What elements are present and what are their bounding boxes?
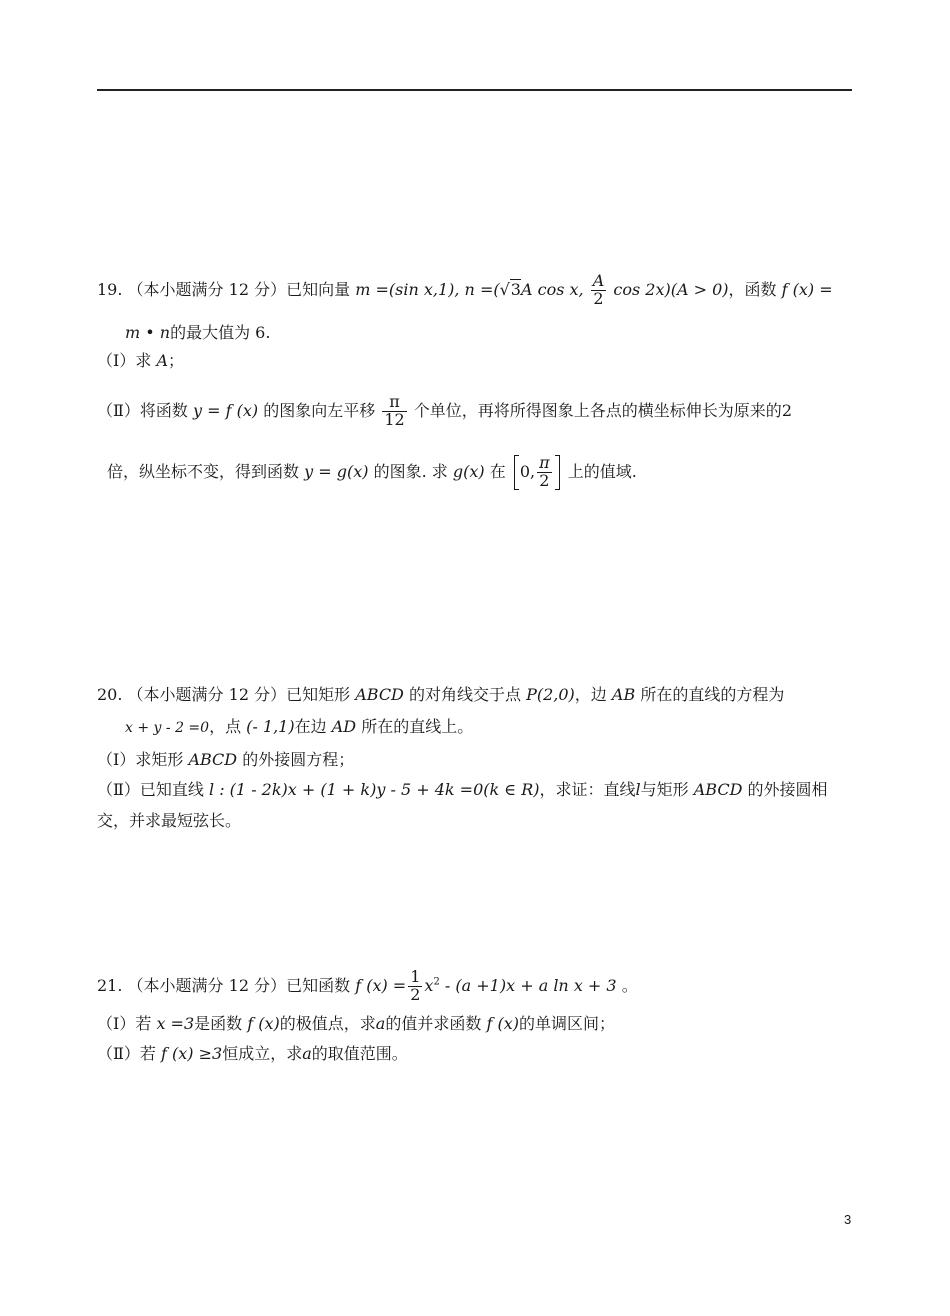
frac-denominator: 2 [539, 470, 550, 490]
q19-part2-text-d: 倍，纵坐标不变，得到函数 [107, 461, 300, 481]
q19-part2-line1 [97, 394, 792, 429]
q21-points: （本小题满分 12 分） [127, 975, 287, 995]
q20-part2-text-d: 的外接圆相 [747, 780, 828, 799]
q20-text-e: ，点 [209, 717, 242, 736]
frac-denominator: 12 [384, 409, 405, 429]
q21-text-a: 已知函数 [286, 975, 351, 995]
q21-f-superscript: 2 [433, 976, 440, 988]
q19-fraction-A-over-2 [591, 273, 607, 308]
q20-side-AD: AD [331, 717, 357, 736]
q20-part1-rect: ABCD [188, 750, 238, 769]
page-number: 3 [844, 1212, 852, 1227]
frac-numerator: A [592, 271, 605, 290]
q19-interval [514, 455, 560, 490]
q21-f-rhs-x: x [424, 975, 434, 995]
q21-part1-f: f (x) [247, 1014, 280, 1033]
q21-text-end: 。 [616, 975, 638, 995]
q19-part2-text-f: 在 [489, 461, 506, 481]
sqrt-icon: √ [499, 279, 510, 299]
q19-part1-text: 求 [135, 351, 152, 370]
q20-line2 [125, 716, 473, 739]
q19-fraction-pi-over-12 [382, 394, 406, 429]
q21-part2-text-c: 的取值范围。 [311, 1044, 408, 1063]
q21-f-lhs: f (x) = [355, 975, 407, 995]
q19-part2-factor: 2 [781, 400, 792, 420]
q19-part2-text-a: 将函数 [139, 400, 188, 420]
q20-text-a: 已知矩形 [286, 685, 351, 704]
q19-line2 [125, 322, 270, 344]
q21-part1-text-d: 的值并求函数 [385, 1014, 482, 1033]
q21-fraction-one-half [408, 969, 422, 1004]
q20-rect: ABCD [355, 685, 404, 704]
q19-part2-text-b: 的图象向左平移 [263, 400, 376, 420]
q19-points: （本小题满分 12 分） [127, 279, 287, 299]
q21-part1 [97, 1013, 615, 1035]
q20-part2-text-c: 与矩形 [640, 780, 689, 799]
q20-line-equation: x + y - 2 =0 [125, 720, 210, 736]
q19-max-value-text: 的最大值为 6. [170, 323, 271, 342]
q20-text-c: ，边 [574, 685, 607, 704]
q20-text-d: 所在的直线的方程为 [640, 685, 785, 704]
q19-line1 [97, 273, 833, 308]
q21-line1 [97, 969, 638, 1004]
q19-m-vector: m =(sin x,1), [355, 279, 460, 299]
q21-part2-text-b: 恒成立，求 [222, 1044, 303, 1063]
q21-part2-inequality: f (x) ≥3 [161, 1044, 223, 1063]
q20-point: (- 1,1) [246, 717, 295, 736]
q21-part1-f2: f (x) [486, 1014, 519, 1033]
q20-part1-text-a: 求矩形 [135, 750, 184, 769]
q20-part2-equation: l : (1 - 2k)x + (1 + k)y - 5 + 4k =0(k ∈ R) [209, 780, 540, 799]
q21-f-rhs: - (a +1)x + a ln x + 3 [439, 975, 617, 995]
q19-sqrt-arg: 3 [510, 279, 521, 299]
q19-dot-product: m • n [125, 323, 171, 342]
q19-part2-label: （Ⅱ） [97, 400, 140, 420]
q20-part1-text-b: 的外接圆方程； [242, 750, 355, 769]
q20-text-b: 的对角线交于点 [408, 685, 521, 704]
q21-part1-equation: x =3 [156, 1014, 195, 1033]
q20-part1-label: （Ⅰ） [97, 750, 136, 769]
q19-part2-expr3: g(x) [452, 461, 485, 481]
q21-part1-text-e: 的单调区间； [518, 1014, 615, 1033]
q20-text-g: 所在的直线上。 [361, 717, 474, 736]
interval-start: 0, [519, 461, 536, 481]
frac-denominator: 2 [593, 288, 604, 308]
q20-part2-text-e: 交，并求最短弦长。 [97, 811, 242, 830]
q20-part2-text-a: 已知直线 [139, 780, 204, 799]
q21-part2 [97, 1043, 408, 1065]
q21-part1-text-b: 是函数 [194, 1014, 243, 1033]
q19-part2-text-e: 的图象. 求 [373, 461, 448, 481]
q21-part1-label: （Ⅰ） [97, 1014, 136, 1033]
q19-part1 [97, 350, 184, 372]
interval-fraction [537, 455, 552, 490]
q20-line1 [97, 684, 784, 706]
q20-part2-text-b: ，求证：直线 [539, 780, 636, 799]
q19-part2-expr2: y = g(x) [304, 461, 369, 481]
q21-part1-var-a: a [375, 1014, 386, 1033]
q20-side-AB: AB [611, 685, 636, 704]
q20-part2-line-l: l [635, 780, 641, 799]
q19-part2-line2 [97, 455, 637, 490]
q19-part1-end: ； [168, 351, 185, 370]
q21-part1-text-c: 的极值点，求 [279, 1014, 376, 1033]
q21-part1-text-a: 若 [135, 1014, 152, 1033]
q20-part2-line2 [97, 810, 241, 832]
q19-part2-text-c: 个单位，再将所得图象上各点的横坐标伸长为原来的 [413, 400, 782, 420]
q19-func-text: ，函数 [728, 279, 777, 299]
q20-part1 [97, 749, 354, 771]
q19-part1-label: （Ⅰ） [97, 351, 136, 370]
frac-denominator: 2 [410, 984, 421, 1004]
q19-part1-var: A [156, 351, 168, 370]
frac-numerator: 1 [410, 967, 421, 986]
q20-part2-label: （Ⅱ） [97, 780, 140, 799]
q21-part2-text-a: 若 [139, 1044, 156, 1063]
q20-point-P: P(2,0) [526, 685, 575, 704]
q20-text-f: 在边 [294, 717, 327, 736]
q19-part2-text-g: 上的值域. [567, 461, 637, 481]
q19-intro: 已知向量 [286, 279, 351, 299]
q19-n-vector-mid: A cos x, [520, 279, 584, 299]
q19-n-vector-start: n =( [464, 279, 500, 299]
frac-numerator: π [539, 453, 550, 472]
q21-part2-var-a: a [302, 1044, 312, 1063]
q20-number: 20. [97, 685, 123, 704]
q19-number: 19. [97, 279, 123, 299]
q20-part2-rect: ABCD [693, 780, 743, 799]
q21-number: 21. [97, 975, 123, 995]
q21-part2-label: （Ⅱ） [97, 1044, 140, 1063]
q20-part2-line1 [97, 779, 828, 801]
q20-points: （本小题满分 12 分） [127, 685, 287, 704]
q19-part2-expr1: y = f (x) [193, 400, 259, 420]
frac-numerator: π [382, 394, 406, 412]
q19-func-expr: f (x) = [781, 279, 833, 299]
header-rule [97, 89, 852, 91]
q19-n-vector-end: cos 2x)(A > 0) [613, 279, 729, 299]
